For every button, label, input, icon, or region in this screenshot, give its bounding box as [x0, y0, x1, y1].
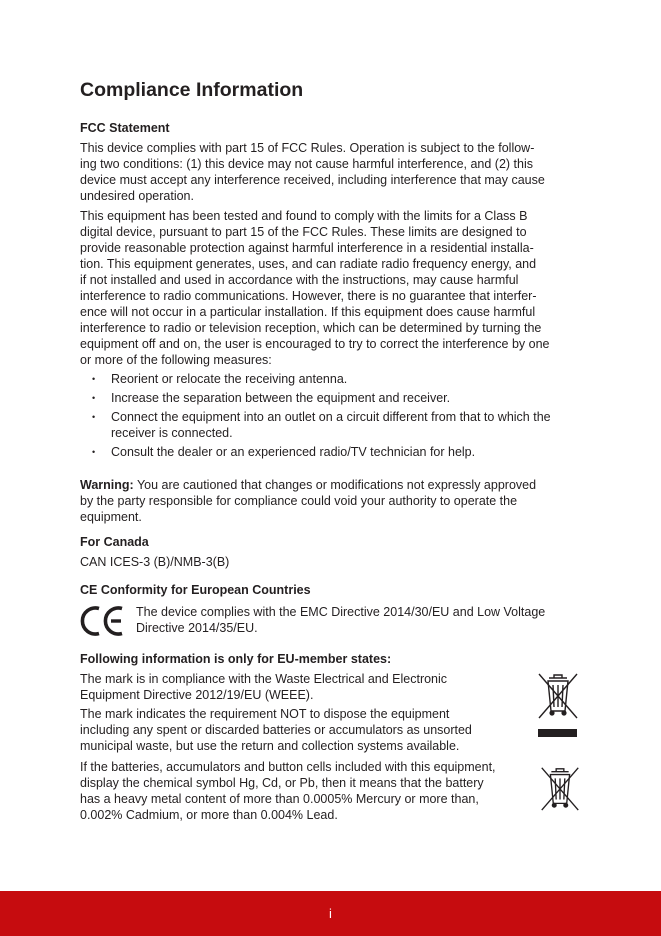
text-line: including any spent or discarded batteries or accumulators as unsorted [80, 723, 472, 737]
text-line: or more of the following measures: [80, 353, 272, 367]
canada-heading: For Canada [80, 535, 149, 549]
text-line: digital device, pursuant to part 15 of the FCC Rules. These limits are designed to [80, 225, 527, 239]
text-line: ing two conditions: (1) this device may not cause harmful interference, and (2) this [80, 157, 533, 171]
text-line: municipal waste, but use the return and collection systems available. [80, 739, 460, 753]
text-line: This equipment has been tested and found to comply with the limits for a Class B [80, 209, 528, 223]
ce-heading: CE Conformity for European Countries [80, 583, 311, 597]
text-line: If the batteries, accumulators and button cells included with this equipment, [80, 760, 496, 774]
text-line: You are cautioned that changes or modifications not expressly approved [133, 478, 537, 492]
text-line: if not installed and used in accordance with the instructions, may cause harmful [80, 273, 519, 287]
list-item: • Connect the equipment into an outlet on a circuit different from that to which the receiver is connected. [80, 409, 583, 441]
text-line: Directive 2014/35/EU. [136, 621, 258, 635]
text-line: interference to radio communications. However, there is no guarantee that interfer- [80, 289, 537, 303]
canada-text: CAN ICES-3 (B)/NMB-3(B) [80, 555, 230, 569]
ce-mark-icon [80, 605, 126, 637]
weee-bar-icon [538, 729, 577, 737]
text-line: equipment off and on, the user is encouraged to try to correct the interference by one [80, 337, 550, 351]
text-line: The mark indicates the requirement NOT to dispose the equipment [80, 707, 450, 721]
text-line: This device complies with part 15 of FCC Rules. Operation is subject to the follow- [80, 141, 535, 155]
eu-paragraph-3 [80, 759, 530, 823]
eu-paragraph-2 [80, 706, 525, 754]
text-line: Equipment Directive 2012/19/EU (WEEE). [80, 688, 314, 702]
warning-paragraph [80, 477, 583, 525]
text-line: has a heavy metal content of more than 0.0005% Mercury or more than, [80, 792, 479, 806]
fcc-heading: FCC Statement [80, 121, 170, 135]
text-line: equipment. [80, 510, 142, 524]
weee-crossed-bin-icon [533, 670, 583, 720]
text-line: The mark is in compliance with the Waste Electrical and Electronic [80, 672, 448, 686]
list-item: • Consult the dealer or an experienced radio/TV technician for help. [80, 444, 583, 460]
list-item: • Increase the separation between the equipment and receiver. [80, 390, 583, 406]
text-line: device must accept any interference received, including interference that may cause [80, 173, 545, 187]
text-line: by the party responsible for compliance could void your authority to operate the [80, 494, 518, 508]
fcc-measures-list [80, 371, 583, 460]
page-number: i [329, 906, 332, 921]
text-line: tion. This equipment generates, uses, and can radiate radio frequency energy, and [80, 257, 537, 271]
eu-paragraph-1 [80, 671, 525, 703]
text-line: ence will not occur in a particular installation. If this equipment does cause harmful [80, 305, 536, 319]
fcc-paragraph-1 [80, 140, 583, 204]
page-title: Compliance Information [80, 79, 304, 101]
fcc-paragraph-2 [80, 208, 583, 368]
text-line: provide reasonable protection against harmful interference in a residential installa- [80, 241, 534, 255]
text-line: 0.002% Cadmium, or more than 0.004% Lead. [80, 808, 338, 822]
text-line: undesired operation. [80, 189, 194, 203]
text-line: The device complies with the EMC Directive 2014/30/EU and Low Voltage [136, 605, 546, 619]
page-footer [0, 891, 661, 936]
text-line: display the chemical symbol Hg, Cd, or Pb, then it means that the battery [80, 776, 484, 790]
warning-label: Warning: [80, 478, 134, 492]
text-line: interference to radio or television reception, which can be determined by turning the [80, 321, 542, 335]
list-item: • Reorient or relocate the receiving antenna. [80, 371, 583, 387]
battery-crossed-bin-icon [536, 764, 584, 812]
eu-heading: Following information is only for EU-member states: [80, 652, 392, 666]
ce-text [136, 604, 586, 636]
